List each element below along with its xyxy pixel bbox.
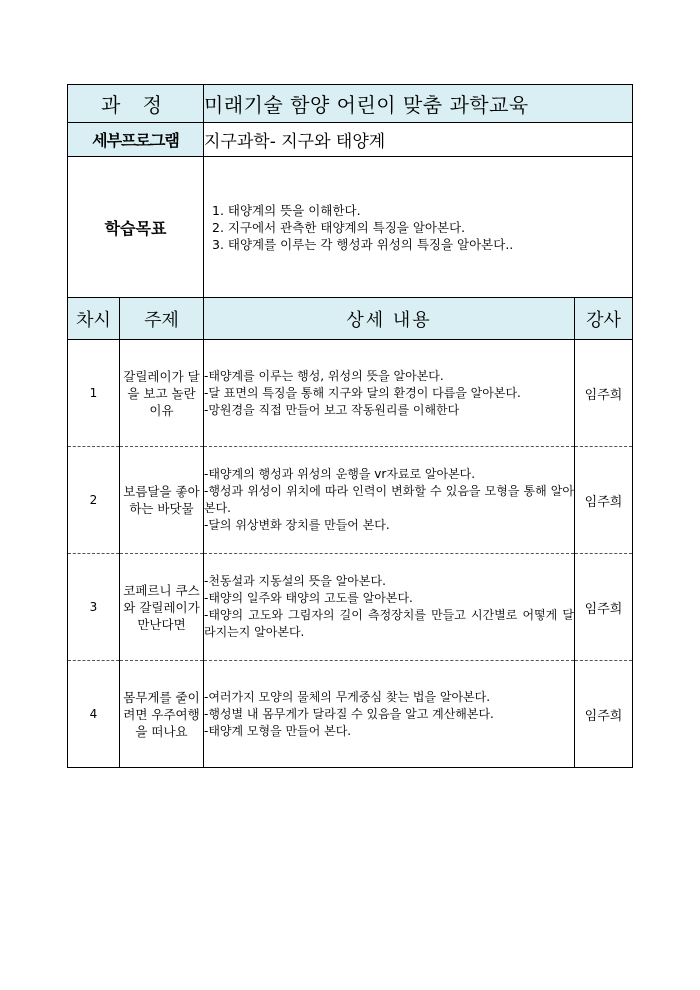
- sub-program-label: 세부프로그램: [68, 123, 204, 157]
- session-number: 3: [68, 554, 120, 661]
- table-row: [68, 554, 633, 661]
- session-instructor: 임주희: [575, 340, 633, 447]
- detail-line: -태양의 고도와 그림자의 길이 측정장치를 만들고 시간별로 어떻게 달라지는지 알아본다.: [204, 608, 574, 639]
- table-row: [68, 340, 633, 447]
- header-details: 상세 내용: [204, 298, 575, 340]
- table-row: [68, 447, 633, 554]
- detail-line: -행성별 내 몸무게가 달라질 수 있음을 알고 계산해본다.: [204, 706, 494, 721]
- detail-line: -태양의 일주와 태양의 고도를 알아본다.: [204, 591, 413, 605]
- detail-line: -태양계 모형을 만들어 본다.: [204, 723, 352, 738]
- session-topic: 갈릴레이가 달을 보고 놀란 이유: [120, 340, 204, 447]
- table-row: [68, 661, 633, 768]
- session-details: [204, 554, 575, 661]
- session-number: 1: [68, 340, 120, 447]
- session-topic: 코페르니 쿠스와 갈릴레이가 만난다면: [120, 554, 204, 661]
- detail-line: -달 표면의 특징을 통해 지구와 달의 환경이 다름을 알아본다.: [204, 385, 521, 400]
- goals-list: [204, 202, 632, 253]
- session-instructor: 임주희: [575, 661, 633, 768]
- session-details: [204, 340, 575, 447]
- detail-line: -천동설과 지동설의 뜻을 알아본다.: [204, 574, 386, 588]
- detail-line: -행성과 위성이 위치에 따라 인력이 변화할 수 있음을 모형을 통해 알아본다.: [204, 484, 574, 515]
- goals-label: 학습목표: [68, 157, 204, 298]
- course-label: 과 정: [68, 85, 204, 123]
- session-instructor: 임주희: [575, 554, 633, 661]
- course-title: 미래기술 함양 어린이 맞춤 과학교육: [204, 85, 633, 123]
- detail-line: -여러가지 모양의 물체의 무게중심 찾는 법을 알아본다.: [204, 689, 491, 704]
- goal-item: 2. 지구에서 관측한 태양계의 특징을 알아본다.: [212, 219, 466, 235]
- session-details: [204, 447, 575, 554]
- detail-line: -망원경을 직접 만들어 보고 작동원리를 이해한다: [204, 402, 460, 417]
- goal-item: 3. 태양계를 이루는 각 행성과 위성의 특징을 알아본다..: [212, 236, 514, 252]
- goal-item: 1. 태양계의 뜻을 이해한다.: [212, 202, 361, 218]
- header-session: 차시: [68, 298, 120, 340]
- sub-program-value: 지구과학- 지구와 태양계: [204, 123, 633, 157]
- detail-line: -태양계의 행성과 위성의 운행을 vr자료로 알아본다.: [204, 467, 476, 481]
- session-topic: 보름달을 좋아하는 바닷물: [120, 447, 204, 554]
- session-topic: 몸무게를 줄이려면 우주여행을 떠나요: [120, 661, 204, 768]
- detail-line: -태양계를 이루는 행성, 위성의 뜻을 알아본다.: [204, 368, 444, 383]
- detail-line: -달의 위상변화 장치를 만들어 본다.: [204, 518, 390, 532]
- session-instructor: 임주희: [575, 447, 633, 554]
- session-details: [204, 661, 575, 768]
- goals-cell: [204, 157, 633, 298]
- header-instructor: 강사: [575, 298, 633, 340]
- session-number: 2: [68, 447, 120, 554]
- curriculum-table: [67, 84, 633, 768]
- session-number: 4: [68, 661, 120, 768]
- header-topic: 주제: [120, 298, 204, 340]
